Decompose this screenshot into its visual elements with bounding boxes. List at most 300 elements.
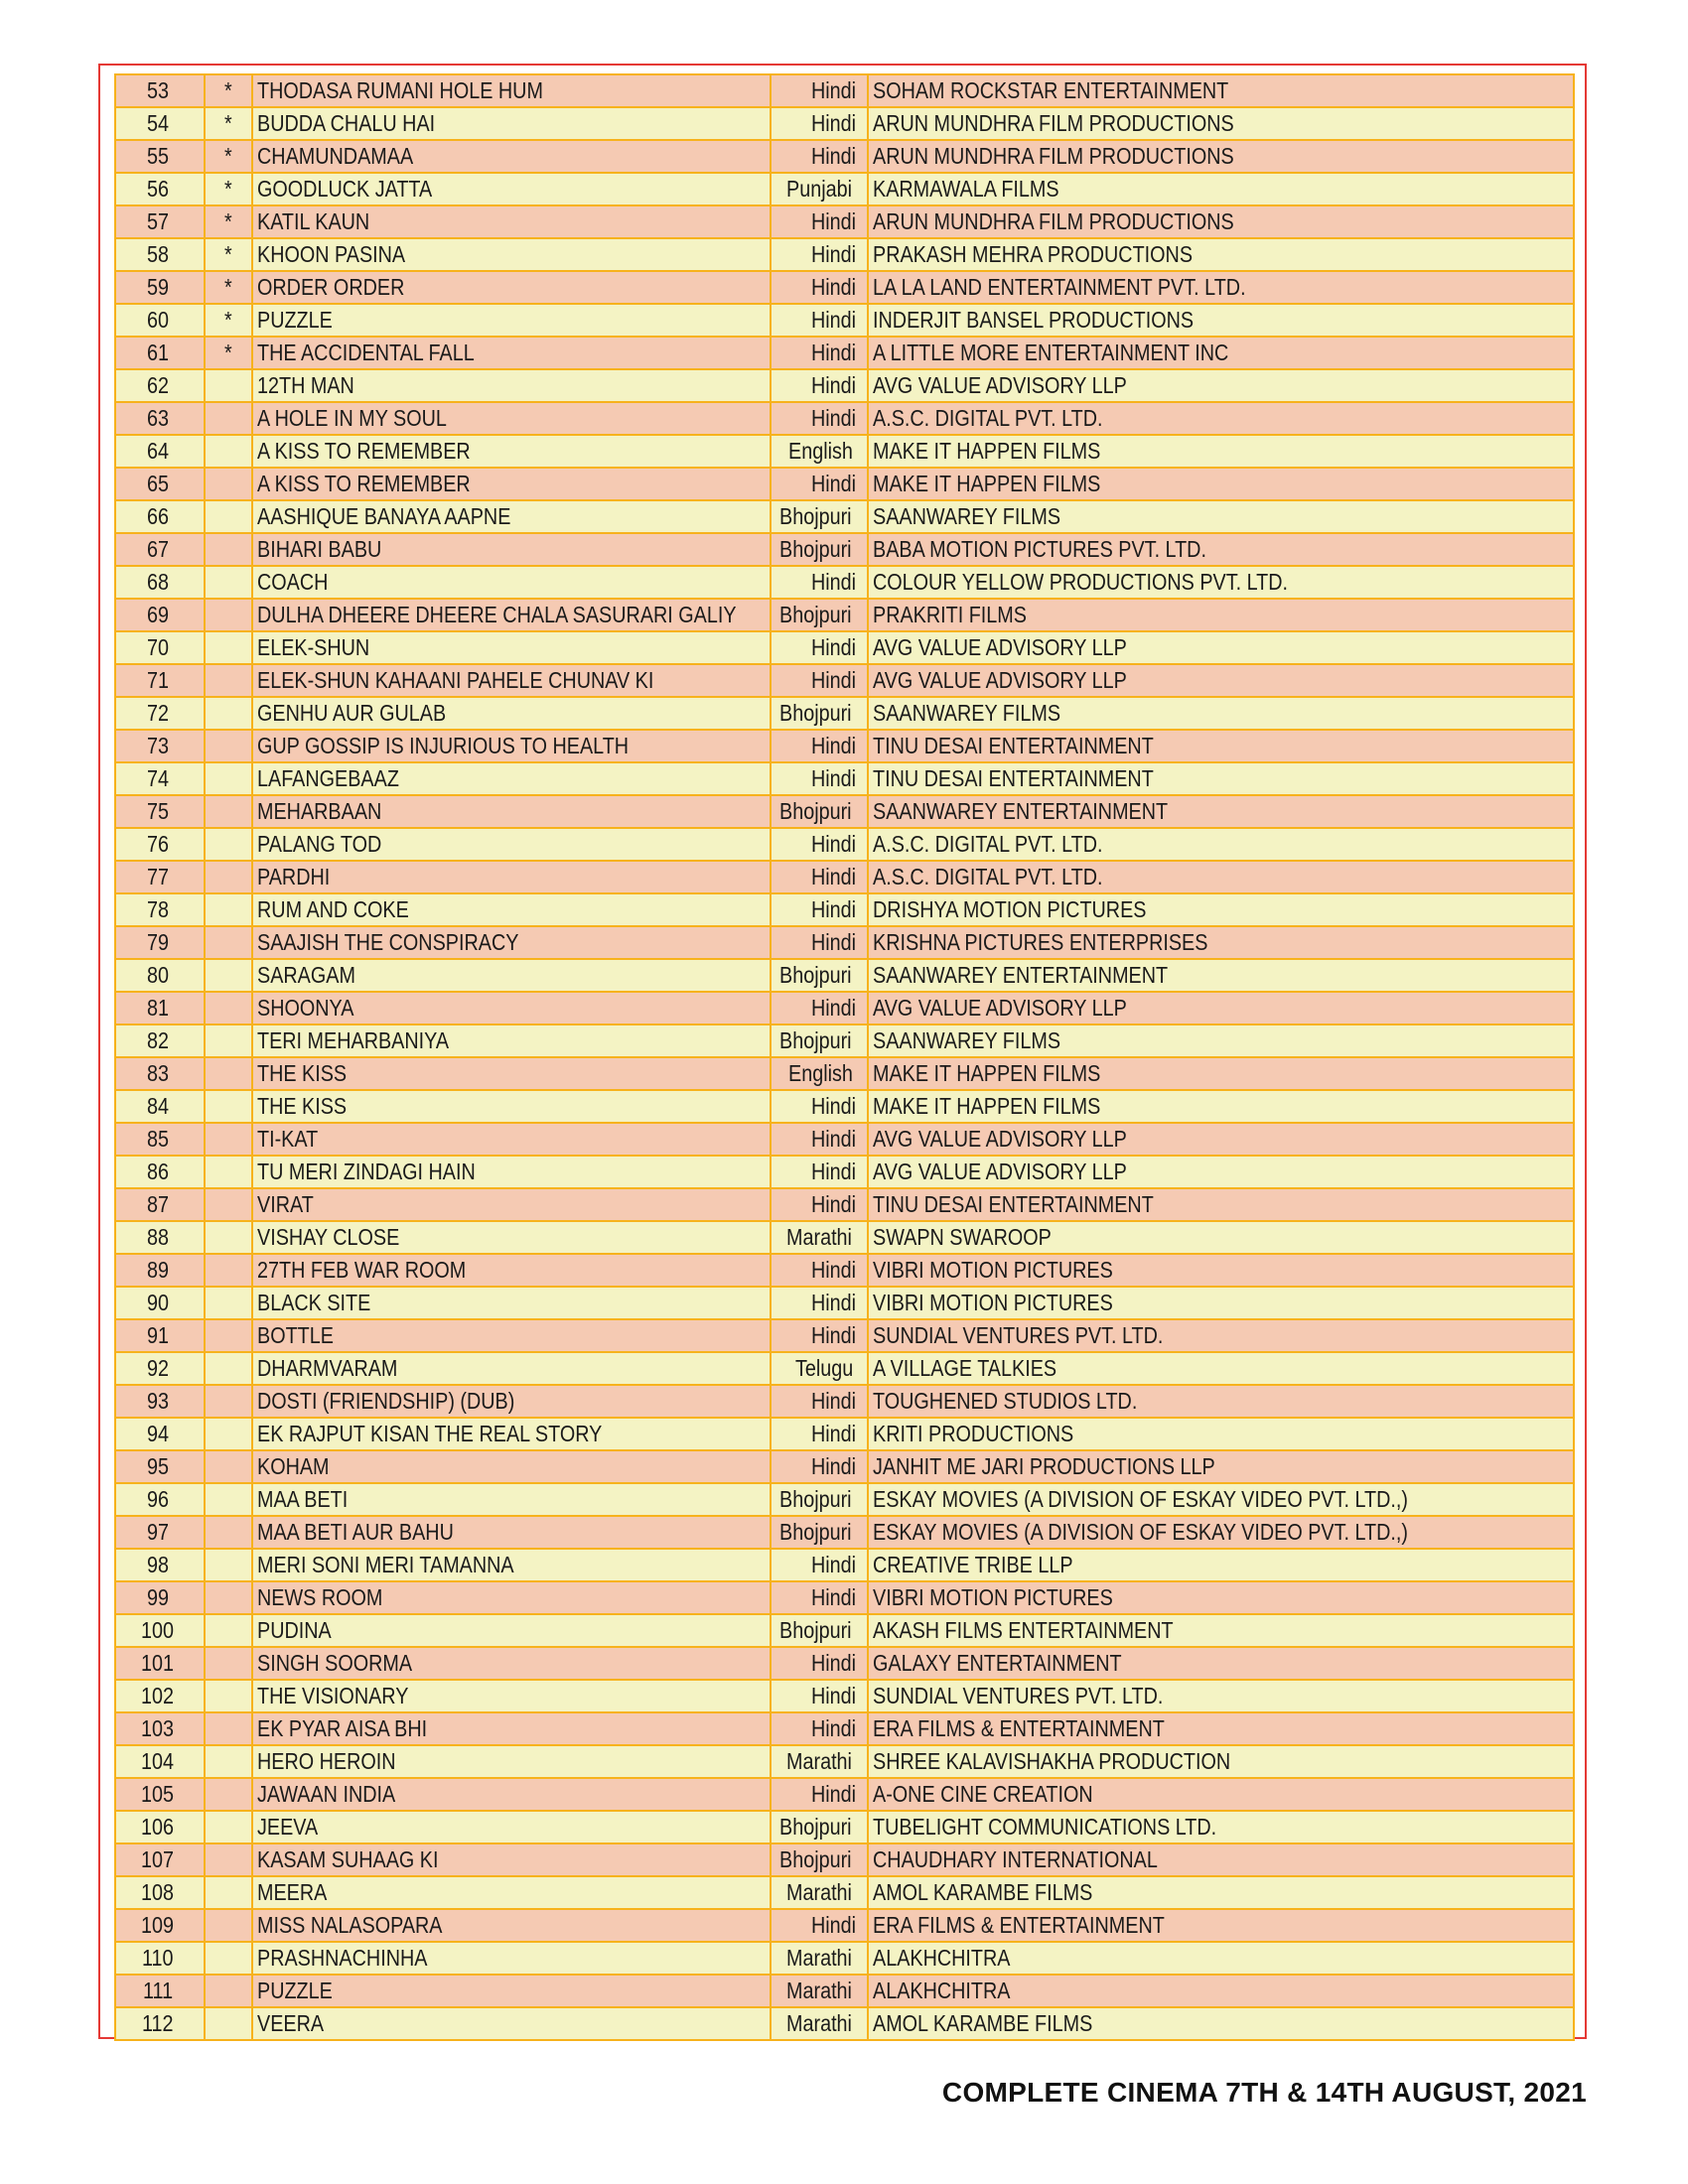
asterisk-mark-cell	[205, 1057, 252, 1090]
serial-number-text: 92	[147, 1355, 170, 1381]
language-cell	[771, 861, 868, 893]
serial-number-cell	[115, 1975, 205, 2007]
language-text: Hindi	[810, 241, 856, 267]
film-title-cell	[252, 140, 771, 173]
serial-number-text: 101	[140, 1650, 174, 1676]
language-cell	[771, 1876, 868, 1909]
language-text: Hindi	[810, 77, 856, 103]
producer-cell	[868, 1876, 1574, 1909]
table-row	[115, 1221, 1574, 1254]
table-row	[115, 304, 1574, 337]
language-cell	[771, 2007, 868, 2040]
language-text: Hindi	[810, 1388, 856, 1414]
table-row	[115, 762, 1574, 795]
serial-number-text: 60	[147, 307, 170, 333]
film-title-text: THODASA RUMANI HOLE HUM	[257, 77, 543, 103]
film-title-cell	[252, 1385, 771, 1418]
language-text: Marathi	[786, 1945, 853, 1971]
serial-number-text: 62	[147, 372, 170, 398]
serial-number-cell	[115, 1581, 205, 1614]
film-title-text: THE ACCIDENTAL FALL	[257, 340, 475, 365]
language-text: Hindi	[810, 733, 856, 758]
asterisk-mark-cell	[205, 1516, 252, 1549]
serial-number-cell	[115, 435, 205, 468]
producer-text: SOHAM ROCKSTAR ENTERTAINMENT	[873, 77, 1229, 103]
film-title-text: COACH	[257, 569, 329, 595]
language-cell	[771, 1680, 868, 1712]
producer-cell	[868, 1975, 1574, 2007]
serial-number-text: 85	[147, 1126, 170, 1152]
language-cell	[771, 1483, 868, 1516]
serial-number-cell	[115, 1352, 205, 1385]
table-row	[115, 1843, 1574, 1876]
film-title-text: VEERA	[257, 2010, 325, 2036]
film-title-cell	[252, 1352, 771, 1385]
serial-number-cell	[115, 74, 205, 107]
producer-cell	[868, 959, 1574, 992]
table-row	[115, 1614, 1574, 1647]
serial-number-text: 100	[140, 1617, 174, 1643]
serial-number-text: 97	[147, 1519, 170, 1545]
producer-cell	[868, 1156, 1574, 1188]
film-title-text: MISS NALASOPARA	[257, 1912, 443, 1938]
language-text: Bhojpuri	[778, 1486, 852, 1512]
film-title-text: PALANG TOD	[257, 831, 382, 857]
film-title-cell	[252, 828, 771, 861]
serial-number-text: 91	[147, 1322, 170, 1348]
serial-number-cell	[115, 1843, 205, 1876]
language-text: Hindi	[810, 1093, 856, 1119]
producer-text: ARUN MUNDHRA FILM PRODUCTIONS	[873, 110, 1234, 136]
film-title-cell	[252, 1811, 771, 1843]
serial-number-cell	[115, 566, 205, 599]
serial-number-cell	[115, 1483, 205, 1516]
film-title-cell	[252, 664, 771, 697]
film-title-cell	[252, 271, 771, 304]
language-text: Marathi	[786, 1879, 853, 1905]
table-row	[115, 1811, 1574, 1843]
serial-number-text: 68	[147, 569, 170, 595]
language-cell	[771, 1221, 868, 1254]
film-title-text: PUZZLE	[257, 307, 333, 333]
asterisk-mark-text: *	[223, 77, 232, 103]
language-text: Hindi	[810, 110, 856, 136]
language-cell	[771, 1287, 868, 1319]
language-text: Hindi	[810, 1781, 856, 1807]
serial-number-cell	[115, 205, 205, 238]
producer-text: AVG VALUE ADVISORY LLP	[873, 667, 1127, 693]
asterisk-mark-cell	[205, 730, 252, 762]
producer-text: VIBRI MOTION PICTURES	[873, 1584, 1113, 1610]
serial-number-cell	[115, 337, 205, 369]
language-text: Hindi	[810, 1650, 856, 1676]
film-title-cell	[252, 1876, 771, 1909]
footer-publication-line: COMPLETE CINEMA 7TH & 14TH AUGUST, 2021	[941, 2077, 1587, 2108]
film-title-text: SHOONYA	[257, 995, 354, 1021]
film-title-cell	[252, 205, 771, 238]
serial-number-cell	[115, 271, 205, 304]
language-text: Marathi	[786, 2010, 853, 2036]
serial-number-text: 98	[147, 1552, 170, 1577]
serial-number-cell	[115, 1811, 205, 1843]
serial-number-text: 81	[147, 995, 170, 1021]
serial-number-text: 87	[147, 1191, 170, 1217]
film-title-text: SINGH SOORMA	[257, 1650, 413, 1676]
language-cell	[771, 1909, 868, 1942]
serial-number-cell	[115, 2007, 205, 2040]
producer-cell	[868, 1418, 1574, 1450]
serial-number-cell	[115, 959, 205, 992]
table-row	[115, 893, 1574, 926]
film-title-text: PRASHNACHINHA	[257, 1945, 428, 1971]
asterisk-mark-text: *	[223, 176, 232, 202]
serial-number-text: 94	[147, 1421, 170, 1446]
serial-number-text: 108	[140, 1879, 174, 1905]
asterisk-mark-cell	[205, 631, 252, 664]
serial-number-text: 72	[147, 700, 170, 726]
serial-number-cell	[115, 1287, 205, 1319]
language-text: Bhojpuri	[778, 1846, 852, 1872]
language-text: Hindi	[810, 1552, 856, 1577]
producer-cell	[868, 140, 1574, 173]
film-title-text: VISHAY CLOSE	[257, 1224, 400, 1250]
serial-number-cell	[115, 500, 205, 533]
language-cell	[771, 1745, 868, 1778]
producer-text: TOUGHENED STUDIOS LTD.	[873, 1388, 1138, 1414]
producer-text: INDERJIT BANSEL PRODUCTIONS	[873, 307, 1195, 333]
language-text: Hindi	[810, 1290, 856, 1315]
language-cell	[771, 1712, 868, 1745]
film-title-cell	[252, 107, 771, 140]
language-cell	[771, 664, 868, 697]
producer-text: BABA MOTION PICTURES PVT. LTD.	[873, 536, 1206, 562]
producer-cell	[868, 1778, 1574, 1811]
language-text: Hindi	[810, 1453, 856, 1479]
language-cell	[771, 1647, 868, 1680]
producer-text: A.S.C. DIGITAL PVT. LTD.	[873, 831, 1103, 857]
producer-cell	[868, 533, 1574, 566]
asterisk-mark-cell	[205, 1090, 252, 1123]
serial-number-cell	[115, 107, 205, 140]
serial-number-text: 83	[147, 1060, 170, 1086]
table-row	[115, 402, 1574, 435]
table-row	[115, 1745, 1574, 1778]
film-title-text: KATIL KAUN	[257, 208, 370, 234]
serial-number-text: 63	[147, 405, 170, 431]
language-text: Bhojpuri	[778, 1027, 852, 1053]
producer-cell	[868, 238, 1574, 271]
film-title-cell	[252, 533, 771, 566]
language-cell	[771, 369, 868, 402]
language-cell	[771, 1450, 868, 1483]
serial-number-text: 64	[147, 438, 170, 464]
language-cell	[771, 1975, 868, 2007]
language-text: Hindi	[810, 1159, 856, 1184]
serial-number-text: 75	[147, 798, 170, 824]
film-title-cell	[252, 1909, 771, 1942]
producer-cell	[868, 730, 1574, 762]
producer-cell	[868, 2007, 1574, 2040]
producer-text: TINU DESAI ENTERTAINMENT	[873, 765, 1154, 791]
producer-text: SHREE KALAVISHAKHA PRODUCTION	[873, 1748, 1231, 1774]
producer-text: A VILLAGE TALKIES	[873, 1355, 1057, 1381]
asterisk-mark-cell	[205, 1385, 252, 1418]
table-row	[115, 173, 1574, 205]
producer-cell	[868, 74, 1574, 107]
asterisk-mark-cell	[205, 1614, 252, 1647]
language-cell	[771, 468, 868, 500]
film-title-cell	[252, 1581, 771, 1614]
language-text: Hindi	[810, 1683, 856, 1708]
producer-text: A.S.C. DIGITAL PVT. LTD.	[873, 864, 1103, 889]
producer-cell	[868, 304, 1574, 337]
serial-number-cell	[115, 992, 205, 1024]
language-cell	[771, 730, 868, 762]
language-cell	[771, 173, 868, 205]
producer-text: ALAKHCHITRA	[873, 1978, 1011, 2003]
asterisk-mark-cell	[205, 1549, 252, 1581]
asterisk-mark-cell	[205, 959, 252, 992]
asterisk-mark-cell	[205, 599, 252, 631]
language-text: Hindi	[810, 340, 856, 365]
producer-cell	[868, 435, 1574, 468]
film-title-text: DHARMVARAM	[257, 1355, 398, 1381]
table-row	[115, 1549, 1574, 1581]
serial-number-cell	[115, 664, 205, 697]
asterisk-mark-cell	[205, 893, 252, 926]
table-row	[115, 1942, 1574, 1975]
language-cell	[771, 1614, 868, 1647]
language-text: Hindi	[810, 1912, 856, 1938]
language-cell	[771, 828, 868, 861]
film-title-cell	[252, 1188, 771, 1221]
producer-text: ALAKHCHITRA	[873, 1945, 1011, 1971]
serial-number-cell	[115, 1221, 205, 1254]
asterisk-mark-cell	[205, 566, 252, 599]
film-title-text: JEEVA	[257, 1814, 319, 1840]
producer-cell	[868, 1385, 1574, 1418]
asterisk-mark-cell	[205, 1319, 252, 1352]
language-cell	[771, 893, 868, 926]
producer-text: CHAUDHARY INTERNATIONAL	[873, 1846, 1158, 1872]
producer-text: ARUN MUNDHRA FILM PRODUCTIONS	[873, 143, 1234, 169]
language-cell	[771, 762, 868, 795]
language-text: Hindi	[810, 405, 856, 431]
film-title-text: KHOON PASINA	[257, 241, 406, 267]
serial-number-text: 99	[147, 1584, 170, 1610]
film-title-cell	[252, 992, 771, 1024]
language-cell	[771, 107, 868, 140]
language-text: Hindi	[810, 274, 856, 300]
producer-cell	[868, 1680, 1574, 1712]
asterisk-mark-cell	[205, 74, 252, 107]
producer-text: AVG VALUE ADVISORY LLP	[873, 1159, 1127, 1184]
film-title-cell	[252, 1450, 771, 1483]
language-text: English	[787, 1060, 853, 1086]
table-row	[115, 1188, 1574, 1221]
producer-cell	[868, 500, 1574, 533]
serial-number-text: 95	[147, 1453, 170, 1479]
asterisk-mark-cell	[205, 1909, 252, 1942]
film-title-cell	[252, 173, 771, 205]
serial-number-text: 54	[147, 110, 170, 136]
table-row	[115, 1680, 1574, 1712]
language-cell	[771, 271, 868, 304]
film-title-text: A KISS TO REMEMBER	[257, 471, 471, 496]
asterisk-mark-text: *	[223, 307, 232, 333]
film-title-text: EK PYAR AISA BHI	[257, 1715, 428, 1741]
asterisk-mark-cell	[205, 1352, 252, 1385]
film-title-text: RUM AND COKE	[257, 896, 409, 922]
serial-number-text: 88	[147, 1224, 170, 1250]
table-row	[115, 992, 1574, 1024]
serial-number-cell	[115, 1254, 205, 1287]
asterisk-mark-cell	[205, 402, 252, 435]
language-cell	[771, 992, 868, 1024]
serial-number-cell	[115, 1778, 205, 1811]
asterisk-mark-cell	[205, 1287, 252, 1319]
producer-cell	[868, 599, 1574, 631]
asterisk-mark-cell	[205, 828, 252, 861]
language-text: Bhojpuri	[778, 700, 852, 726]
table-row	[115, 205, 1574, 238]
film-title-text: AASHIQUE BANAYA AAPNE	[257, 503, 511, 529]
serial-number-cell	[115, 828, 205, 861]
serial-number-text: 69	[147, 602, 170, 627]
table-row	[115, 369, 1574, 402]
producer-cell	[868, 1811, 1574, 1843]
serial-number-text: 74	[147, 765, 170, 791]
film-title-cell	[252, 1680, 771, 1712]
serial-number-text: 103	[140, 1715, 174, 1741]
serial-number-cell	[115, 1647, 205, 1680]
serial-number-text: 59	[147, 274, 170, 300]
producer-text: AVG VALUE ADVISORY LLP	[873, 634, 1127, 660]
asterisk-mark-cell	[205, 1745, 252, 1778]
producer-cell	[868, 926, 1574, 959]
language-cell	[771, 566, 868, 599]
serial-number-cell	[115, 1614, 205, 1647]
serial-number-text: 86	[147, 1159, 170, 1184]
serial-number-text: 77	[147, 864, 170, 889]
film-title-text: GOODLUCK JATTA	[257, 176, 433, 202]
film-title-text: EK RAJPUT KISAN THE REAL STORY	[257, 1421, 603, 1446]
language-cell	[771, 1843, 868, 1876]
film-title-text: THE KISS	[257, 1093, 348, 1119]
producer-text: SWAPN SWAROOP	[873, 1224, 1052, 1250]
producer-text: KARMAWALA FILMS	[873, 176, 1059, 202]
producer-cell	[868, 1516, 1574, 1549]
producer-text: LA LA LAND ENTERTAINMENT PVT. LTD.	[873, 274, 1246, 300]
serial-number-cell	[115, 599, 205, 631]
language-text: Bhojpuri	[778, 1814, 852, 1840]
serial-number-text: 71	[147, 667, 170, 693]
film-title-text: VIRAT	[257, 1191, 314, 1217]
language-text: Bhojpuri	[778, 798, 852, 824]
film-title-text: MERI SONI MERI TAMANNA	[257, 1552, 514, 1577]
table-row	[115, 1385, 1574, 1418]
producer-text: TINU DESAI ENTERTAINMENT	[873, 733, 1154, 758]
producer-cell	[868, 762, 1574, 795]
producer-cell	[868, 1647, 1574, 1680]
film-title-text: GUP GOSSIP IS INJURIOUS TO HEALTH	[257, 733, 630, 758]
table-row	[115, 271, 1574, 304]
serial-number-cell	[115, 1418, 205, 1450]
language-cell	[771, 74, 868, 107]
serial-number-cell	[115, 1385, 205, 1418]
serial-number-cell	[115, 1712, 205, 1745]
producer-text: AVG VALUE ADVISORY LLP	[873, 1126, 1127, 1152]
language-cell	[771, 1811, 868, 1843]
film-title-cell	[252, 1156, 771, 1188]
film-title-cell	[252, 337, 771, 369]
producer-cell	[868, 992, 1574, 1024]
table-row	[115, 337, 1574, 369]
serial-number-text: 79	[147, 929, 170, 955]
film-title-cell	[252, 697, 771, 730]
language-text: Hindi	[810, 765, 856, 791]
serial-number-cell	[115, 1188, 205, 1221]
film-title-text: A KISS TO REMEMBER	[257, 438, 471, 464]
table-row	[115, 1516, 1574, 1549]
producer-cell	[868, 173, 1574, 205]
serial-number-text: 58	[147, 241, 170, 267]
producer-text: COLOUR YELLOW PRODUCTIONS PVT. LTD.	[873, 569, 1289, 595]
producer-cell	[868, 1319, 1574, 1352]
producer-text: KRISHNA PICTURES ENTERPRISES	[873, 929, 1208, 955]
film-title-cell	[252, 500, 771, 533]
language-cell	[771, 304, 868, 337]
asterisk-mark-cell	[205, 1680, 252, 1712]
producer-cell	[868, 1450, 1574, 1483]
language-text: Bhojpuri	[778, 602, 852, 627]
film-title-text: 27TH FEB WAR ROOM	[257, 1257, 467, 1283]
film-title-cell	[252, 926, 771, 959]
film-title-cell	[252, 238, 771, 271]
producer-text: ERA FILMS & ENTERTAINMENT	[873, 1715, 1165, 1741]
producer-cell	[868, 893, 1574, 926]
serial-number-cell	[115, 1450, 205, 1483]
table-row	[115, 74, 1574, 107]
film-title-text: PUZZLE	[257, 1978, 333, 2003]
film-title-text: THE VISIONARY	[257, 1683, 409, 1708]
producer-text: ESKAY MOVIES (A DIVISION OF ESKAY VIDEO PVT. LTD.,)	[873, 1519, 1408, 1545]
serial-number-text: 82	[147, 1027, 170, 1053]
producer-text: SAANWAREY ENTERTAINMENT	[873, 798, 1169, 824]
serial-number-cell	[115, 893, 205, 926]
language-cell	[771, 435, 868, 468]
serial-number-text: 56	[147, 176, 170, 202]
language-text: Punjabi	[786, 176, 853, 202]
producer-cell	[868, 271, 1574, 304]
film-title-cell	[252, 304, 771, 337]
language-text: Bhojpuri	[778, 1519, 852, 1545]
asterisk-mark-cell	[205, 1975, 252, 2007]
producer-cell	[868, 795, 1574, 828]
serial-number-cell	[115, 468, 205, 500]
language-text: Hindi	[810, 995, 856, 1021]
serial-number-cell	[115, 861, 205, 893]
table-row	[115, 1647, 1574, 1680]
language-text: Hindi	[810, 929, 856, 955]
language-cell	[771, 1385, 868, 1418]
asterisk-mark-cell	[205, 500, 252, 533]
table-row	[115, 730, 1574, 762]
table-row	[115, 1287, 1574, 1319]
film-title-text: JAWAAN INDIA	[257, 1781, 396, 1807]
table-row	[115, 140, 1574, 173]
language-cell	[771, 140, 868, 173]
